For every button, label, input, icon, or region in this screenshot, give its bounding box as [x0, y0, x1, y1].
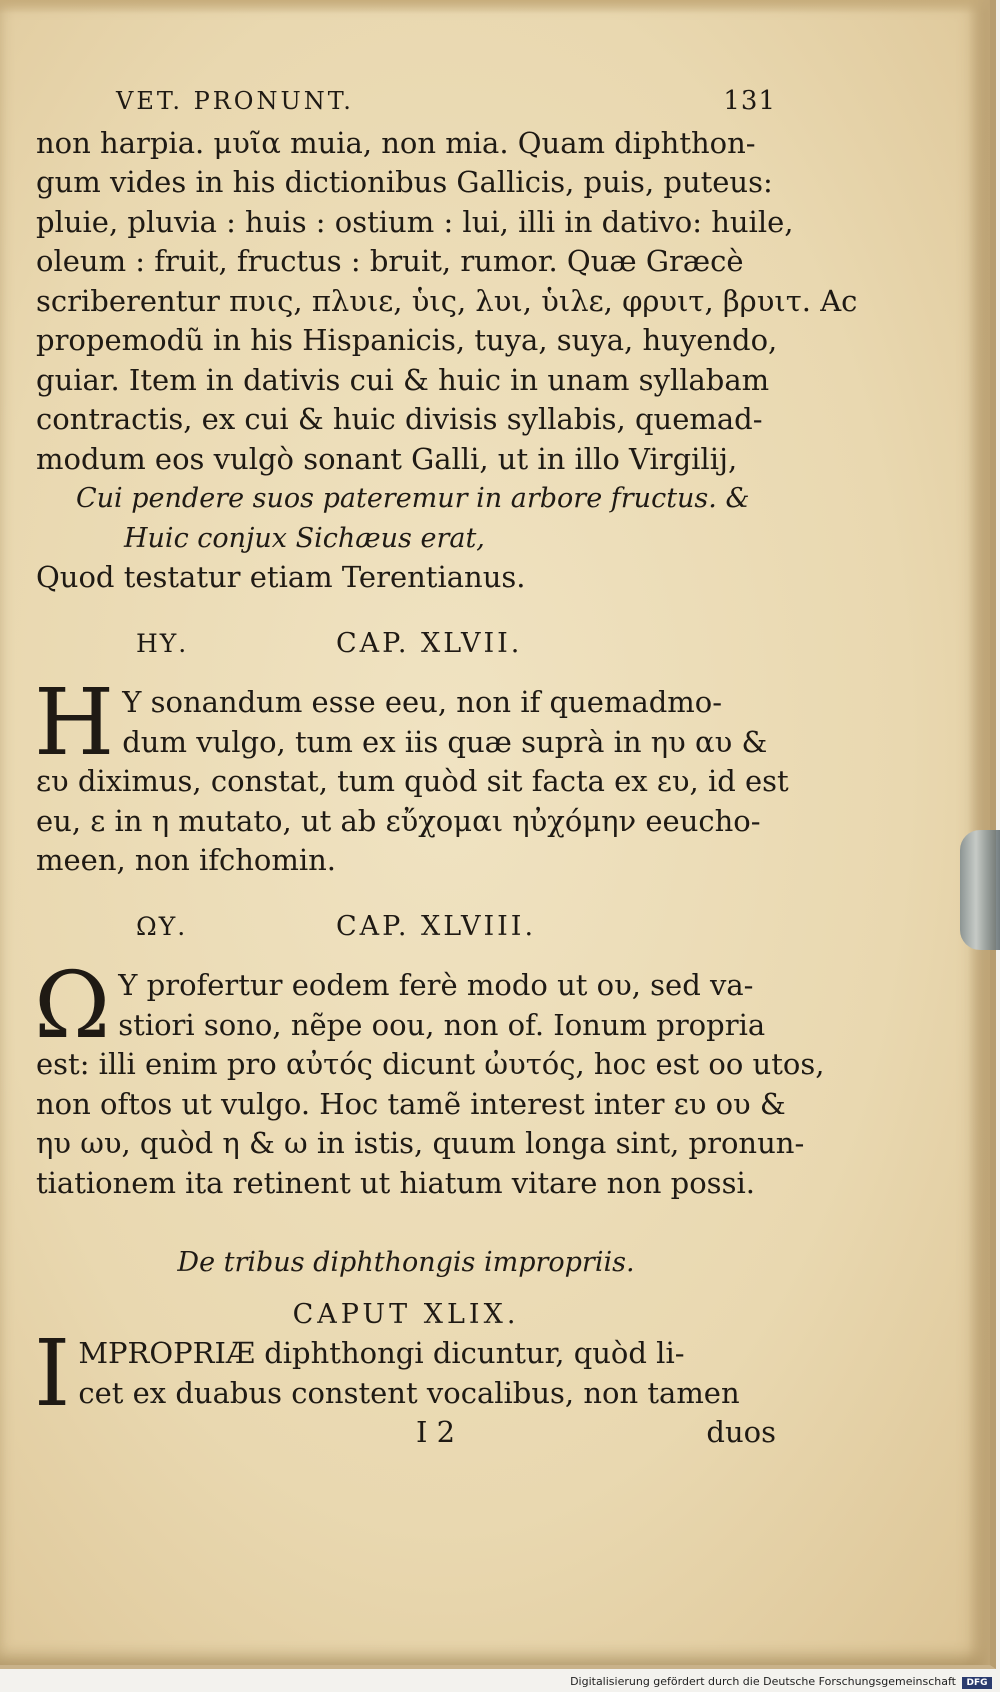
signature-mark: I 2	[416, 1415, 456, 1449]
text-line: dum vulgo, tum ex iis quæ suprà in ηυ αυ &	[122, 724, 768, 759]
text-line: non oftos ut vulgo. Hoc tamẽ interest inter ευ ου &	[36, 1086, 786, 1121]
chapter-48-text	[34, 952, 825, 1203]
chapter-greek-label: ΗΥ.	[136, 628, 189, 658]
text-line: MPROPRIÆ diphthongi dicuntur, quòd li-	[78, 1336, 685, 1370]
running-head-title: VET. PRONUNT.	[116, 87, 354, 115]
text-line: gum vides in his dictionibus Gallicis, puis, puteus:	[36, 165, 773, 199]
text-line: cet ex duabus constent vocalibus, non tamen	[78, 1375, 740, 1410]
text-line: meen, non ifchomin.	[36, 843, 337, 877]
chapter-number: CAP. XLVII.	[336, 627, 523, 659]
section-title: De tribus diphthongis impropriis.	[177, 1247, 635, 1278]
text-line: oleum : fruit, fructus : bruit, rumor. Quæ Græcè	[36, 244, 744, 278]
text-line: propemodũ in his Hispanicis, tuya, suya, huyendo,	[36, 323, 778, 357]
dfg-logo-icon: DFG	[962, 1677, 992, 1689]
page-footer	[36, 1413, 776, 1453]
page-text	[34, 82, 858, 1453]
text-line: ευ diximus, constat, tum quòd sit facta ex ευ, id est	[36, 764, 789, 798]
chapter-heading-48	[36, 907, 776, 947]
paragraph-diphthong-ui	[36, 124, 858, 598]
text-line: Υ profertur eodem ferè modo ut ου, sed va-	[118, 968, 754, 1002]
chapter-47-text	[34, 669, 789, 881]
text-line: tiationem ita retinent ut hiatum vitare non possi.	[36, 1165, 755, 1200]
text-line: scriberentur πυις, πλυιε, ὑις, λυι, ὑιλε, φρυιτ, βρυιτ. Ac	[36, 283, 858, 318]
drop-capital: I	[34, 1320, 71, 1427]
text-line: stiori sono, nẽpe oou, non of. Ionum propria	[118, 1007, 766, 1042]
running-head	[36, 82, 776, 122]
chapter-number: CAP. XLVIII.	[336, 910, 537, 942]
text-line: ηυ ωυ, quòd η & ω in istis, quum longa sint, pronun-	[36, 1126, 805, 1160]
text-line: guiar. Item in dativis cui & huic in unam syllabam	[36, 362, 770, 397]
drop-capital: Ω	[34, 952, 111, 1059]
verse-quote: Cui pendere suos pateremur in arbore fructus. &	[76, 483, 750, 514]
text-line: eu, ε in η mutato, ut ab εὔχομαι ηὐχόμην eeucho-	[36, 803, 761, 838]
text-line: Υ sonandum esse eeu, non if quemadmo-	[122, 685, 723, 719]
chapter-number: CAPUT XLIX.	[292, 1298, 520, 1330]
verse-quote: Huic conjux Sichæus erat,	[124, 522, 485, 554]
binding-clip	[960, 830, 1000, 950]
text-line: pluie, pluvia : huis : ostium : lui, illi in dativo: huile,	[36, 204, 794, 239]
text-line: contractis, ex cui & huic divisis syllabis, quemad-	[36, 402, 763, 436]
page-top-edge	[0, 0, 990, 14]
text-line: est: illi enim pro αὐτός dicunt ὠυτός, hoc est oo utos,	[36, 1047, 825, 1081]
chapter-heading-47	[36, 624, 776, 664]
chapter-greek-label: ΩΥ.	[136, 911, 188, 941]
text-line: non harpia. μυῖα muia, non mia. Quam diphthon-	[36, 125, 756, 160]
drop-capital: H	[34, 669, 115, 776]
text-line: Quod testatur etiam Terentianus.	[36, 560, 526, 594]
folio-number: 131	[723, 86, 776, 116]
text-line: modum eos vulgò sonant Galli, ut in illo Virgilij,	[36, 441, 738, 476]
chapter-49-text	[34, 1320, 776, 1427]
digitization-credit: Digitalisierung gefördert durch die Deutsche Forschungsgemeinschaft	[570, 1675, 956, 1688]
catchword: duos	[706, 1415, 776, 1449]
